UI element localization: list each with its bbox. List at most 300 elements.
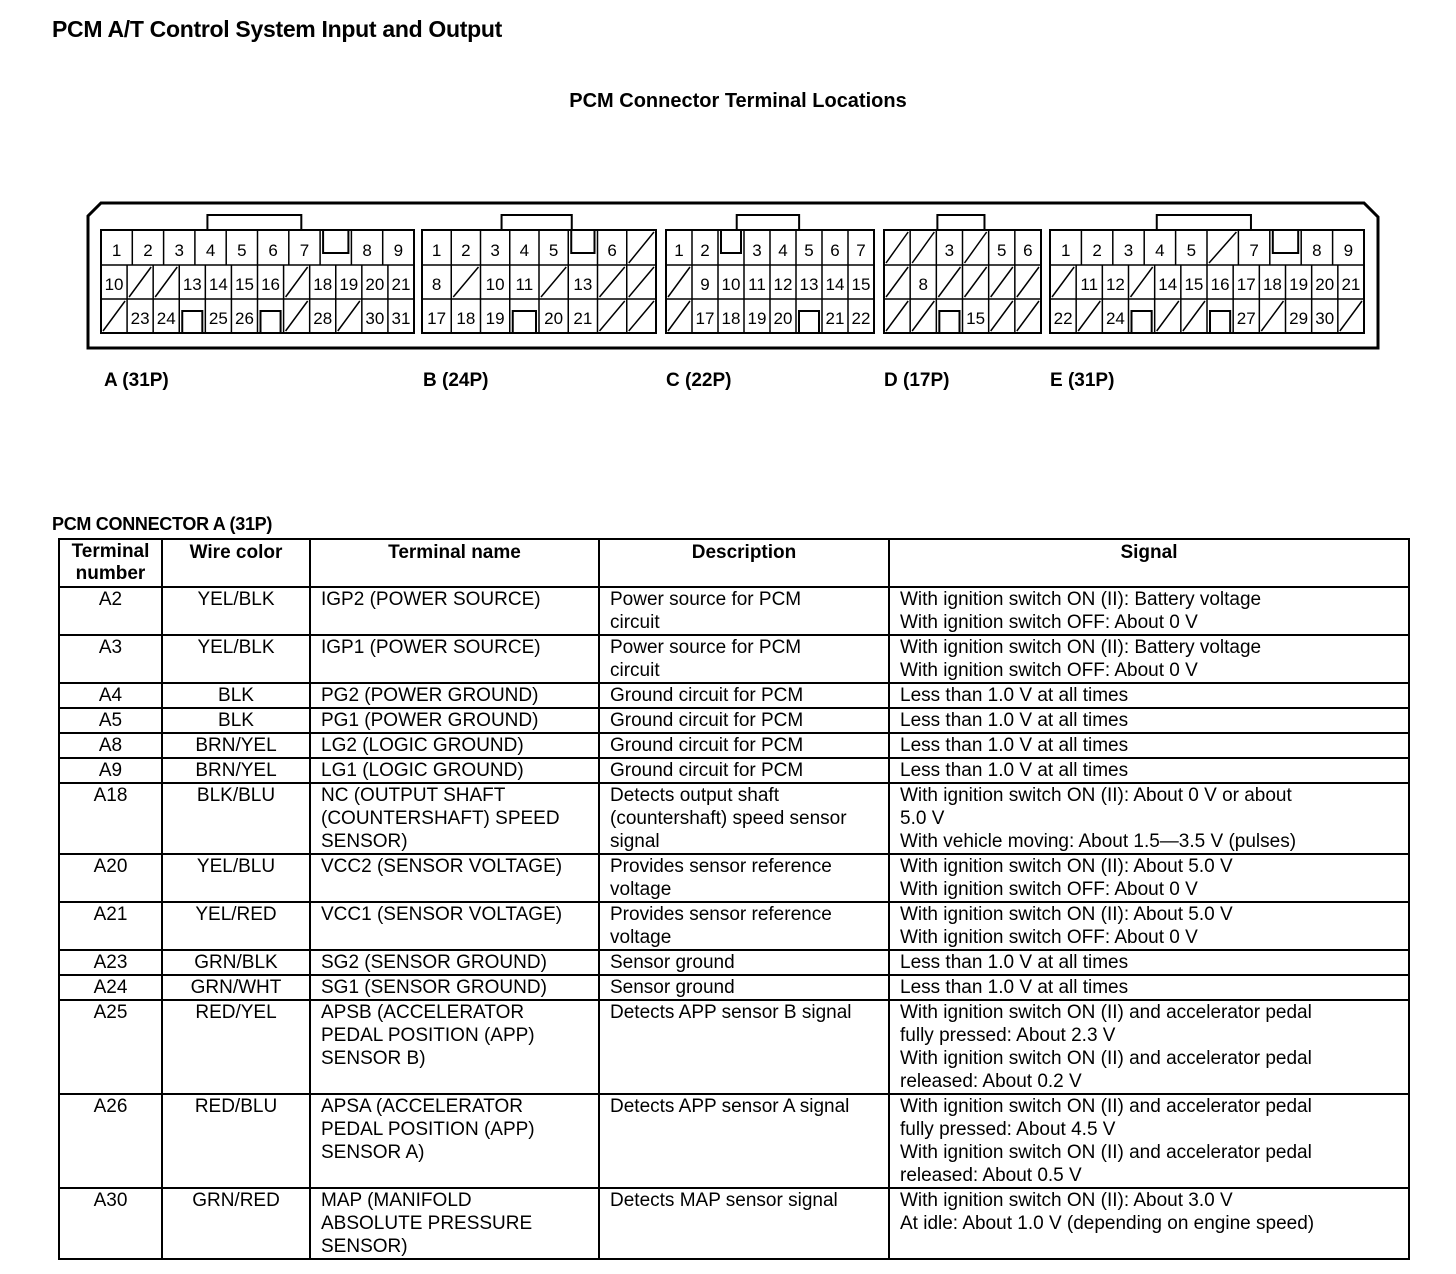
cell-terminal-name-line: VCC1 (SENSOR VOLTAGE): [321, 904, 563, 925]
cell-terminal-name-line: ABSOLUTE PRESSURE: [321, 1213, 533, 1234]
header-terminal-name: Terminal name: [310, 539, 599, 587]
terminal-number: 31: [391, 309, 411, 328]
cell-signal-line: released: About 0.5 V: [900, 1165, 1082, 1186]
cell-description-line: Power source for PCM: [610, 589, 802, 610]
terminal-number: 15: [966, 309, 986, 328]
cell-terminal-name-line: VCC2 (SENSOR VOLTAGE): [321, 856, 563, 877]
cell-signal-line: With ignition switch ON (II) and accelerator pedal: [900, 1142, 1312, 1163]
connector-lock-tab: [737, 215, 799, 230]
terminal-number: 6: [830, 241, 840, 260]
cell-terminal-name-line: APSA (ACCELERATOR: [321, 1096, 524, 1117]
blank-cavity-slash: [600, 301, 625, 331]
key-notch: [571, 230, 594, 253]
section-title: PCM CONNECTOR A (31P): [52, 514, 273, 534]
blank-cavity-slash: [155, 267, 177, 297]
terminal-number: 1: [674, 241, 684, 260]
cell-description-line: circuit: [610, 612, 660, 633]
cell-wire-color-line: BLK/BLU: [196, 785, 276, 806]
terminal-number: 5: [548, 241, 559, 260]
blank-cavity-slash: [1340, 301, 1362, 331]
cell-wire-color-line: GRN/WHT: [190, 977, 282, 998]
cell-terminal-name: [310, 902, 599, 950]
terminal-number: 21: [1341, 275, 1361, 294]
cell-signal: [889, 975, 1409, 1000]
cell-terminal-line: A18: [93, 785, 128, 806]
table-row: [59, 758, 1409, 783]
cell-signal-line: With ignition switch OFF: About 0 V: [900, 660, 1198, 681]
cell-terminal: [59, 975, 162, 1000]
header-wire-color: Wire color: [162, 539, 310, 587]
cell-signal-line: With ignition switch ON (II): About 5.0 V: [900, 856, 1233, 877]
cell-wire-color-line: YEL/RED: [195, 904, 277, 925]
terminal-number: 11: [748, 275, 766, 294]
cell-wire-color: [162, 1188, 310, 1259]
blank-cavity-slash: [1209, 232, 1236, 263]
terminal-number: 19: [1289, 275, 1309, 294]
terminal-number: 15: [851, 275, 871, 294]
terminal-number: 8: [918, 275, 928, 294]
terminal-number: 20: [544, 309, 564, 328]
cell-wire-color: [162, 733, 310, 758]
cell-wire-color-line: BRN/YEL: [195, 735, 277, 756]
cell-description-line: Sensor ground: [610, 952, 735, 973]
cell-terminal: [59, 733, 162, 758]
cell-terminal-name-line: APSB (ACCELERATOR: [321, 1002, 525, 1023]
cell-description-line: voltage: [610, 879, 672, 900]
cell-wire-color: [162, 708, 310, 733]
cell-wire-color-line: RED/YEL: [195, 1002, 277, 1023]
table-row: [59, 733, 1409, 758]
blank-cavity-slash: [629, 301, 654, 331]
terminal-number: 10: [104, 275, 124, 294]
cell-terminal-name: [310, 950, 599, 975]
header-signal: Signal: [889, 539, 1409, 587]
terminal-number: 14: [208, 275, 228, 294]
blank-cavity-slash: [668, 267, 690, 297]
blank-cavity-slash: [1131, 267, 1153, 297]
header-description: Description: [599, 539, 889, 587]
table-header-row: [59, 539, 1409, 587]
cell-description-line: Provides sensor reference: [610, 856, 832, 877]
blank-cavity-slash: [600, 267, 625, 297]
cell-terminal-name-line: SENSOR): [321, 1236, 408, 1257]
terminal-number: 1: [431, 241, 442, 260]
blank-cavity-slash: [129, 267, 151, 297]
cell-description-line: Ground circuit for PCM: [610, 710, 804, 731]
cell-terminal: [59, 783, 162, 854]
cell-signal: [889, 902, 1409, 950]
terminal-number: 10: [485, 275, 505, 294]
cell-signal-line: Less than 1.0 V at all times: [900, 977, 1129, 998]
terminal-number: 18: [313, 275, 333, 294]
terminal-number: 29: [1289, 309, 1309, 328]
terminal-number: 13: [799, 275, 819, 294]
table-row: [59, 1000, 1409, 1094]
cell-signal: [889, 683, 1409, 708]
connector-lock-tab: [1157, 215, 1251, 230]
cell-terminal-name: [310, 708, 599, 733]
terminal-number: 9: [700, 275, 710, 294]
cell-terminal: [59, 1094, 162, 1188]
key-notch: [261, 311, 281, 333]
table-row: [59, 1188, 1409, 1259]
blank-cavity-slash: [286, 301, 308, 331]
terminal-number: 18: [456, 309, 476, 328]
blank-cavity-slash: [991, 301, 1013, 331]
terminal-number: 3: [490, 241, 500, 260]
connector-label-d: D (17P): [884, 370, 950, 391]
cell-description-line: circuit: [610, 660, 660, 681]
terminal-number: 8: [431, 275, 442, 294]
cell-signal: [889, 950, 1409, 975]
terminal-number: 19: [747, 309, 767, 328]
terminal-number: 24: [1105, 309, 1125, 328]
cell-signal: [889, 854, 1409, 902]
terminal-number: 9: [393, 241, 404, 260]
cell-signal-line: Less than 1.0 V at all times: [900, 760, 1129, 781]
cell-terminal-name: [310, 1000, 599, 1094]
cell-wire-color: [162, 1094, 310, 1188]
cell-signal-line: At idle: About 1.0 V (depending on engine speed): [900, 1213, 1315, 1234]
cell-signal: [889, 733, 1409, 758]
terminal-number: 13: [573, 275, 593, 294]
cell-wire-color-line: BRN/YEL: [195, 760, 277, 781]
page-title: PCM A/T Control System Input and Output: [52, 16, 502, 42]
table-row: [59, 854, 1409, 902]
cell-description-line: Detects output shaft: [610, 785, 779, 806]
cell-signal-line: With ignition switch OFF: About 0 V: [900, 879, 1198, 900]
cell-terminal-line: A26: [93, 1096, 128, 1117]
terminal-number: 17: [1236, 275, 1256, 294]
cell-signal-line: With ignition switch ON (II) and accelerator pedal: [900, 1002, 1312, 1023]
cell-signal: [889, 758, 1409, 783]
cell-signal: [889, 708, 1409, 733]
connector-d: [884, 215, 1041, 333]
cell-wire-color-line: YEL/BLK: [197, 637, 275, 658]
cell-signal-line: With ignition switch ON (II): Battery voltage: [900, 589, 1262, 610]
blank-cavity-slash: [629, 232, 654, 263]
terminal-number: 21: [573, 309, 593, 328]
cell-terminal-name-line: IGP2 (POWER SOURCE): [321, 589, 541, 610]
cell-terminal: [59, 635, 162, 683]
cell-wire-color: [162, 902, 310, 950]
cell-terminal: [59, 902, 162, 950]
cell-signal: [889, 587, 1409, 635]
blank-cavity-slash: [1261, 301, 1283, 331]
blank-cavity-slash: [338, 301, 360, 331]
cell-description-line: Detects MAP sensor signal: [610, 1190, 838, 1211]
connector-a: [101, 215, 414, 333]
table-row: [59, 783, 1409, 854]
cell-wire-color: [162, 854, 310, 902]
cell-terminal: [59, 587, 162, 635]
terminal-number: 5: [237, 241, 247, 260]
cell-signal-line: released: About 0.2 V: [900, 1071, 1082, 1092]
cell-signal-line: Less than 1.0 V at all times: [900, 710, 1129, 731]
cell-description: [599, 975, 889, 1000]
cell-signal-line: Less than 1.0 V at all times: [900, 735, 1129, 756]
blank-cavity-slash: [965, 232, 987, 263]
cell-terminal: [59, 1000, 162, 1094]
cell-wire-color-line: GRN/RED: [192, 1190, 280, 1211]
cell-terminal-line: A8: [98, 735, 123, 756]
cell-description-line: Provides sensor reference: [610, 904, 832, 925]
cell-description: [599, 1000, 889, 1094]
cell-signal-line: With ignition switch OFF: About 0 V: [900, 612, 1198, 633]
cell-wire-color: [162, 950, 310, 975]
terminal-number: 20: [773, 309, 793, 328]
terminal-number: 13: [182, 275, 202, 294]
cell-terminal-name-line: IGP1 (POWER SOURCE): [321, 637, 541, 658]
cell-signal-line: With vehicle moving: About 1.5—3.5 V (pulses): [900, 831, 1297, 852]
terminal-number: 26: [234, 309, 254, 328]
terminal-number: 16: [261, 275, 281, 294]
terminal-number: 6: [1023, 241, 1033, 260]
terminal-number: 5: [804, 241, 814, 260]
terminal-number: 3: [174, 241, 184, 260]
cell-terminal-name: [310, 975, 599, 1000]
cell-description-line: Detects APP sensor B signal: [610, 1002, 852, 1023]
cell-terminal-name-line: SG1 (SENSOR GROUND): [321, 977, 547, 998]
key-notch: [1273, 230, 1298, 253]
header-terminal: Terminal number: [59, 539, 162, 587]
cell-terminal-name-line: SENSOR A): [321, 1142, 425, 1163]
blank-cavity-slash: [453, 267, 478, 297]
terminal-number: 3: [752, 241, 762, 260]
cell-wire-color-line: YEL/BLK: [197, 589, 275, 610]
terminal-number: 8: [362, 241, 372, 260]
terminal-number: 3: [944, 241, 955, 260]
cell-signal-line: Less than 1.0 V at all times: [900, 952, 1129, 973]
cell-signal-line: With ignition switch ON (II): About 5.0 V: [900, 904, 1233, 925]
cell-description-line: Sensor ground: [610, 977, 735, 998]
cell-terminal-name: [310, 758, 599, 783]
key-notch: [721, 230, 741, 253]
cell-wire-color: [162, 1000, 310, 1094]
cell-signal-line: fully pressed: About 2.3 V: [900, 1025, 1116, 1046]
terminal-number: 18: [1262, 275, 1282, 294]
blank-cavity-slash: [886, 267, 908, 297]
cell-terminal-name-line: LG1 (LOGIC GROUND): [321, 760, 524, 781]
terminal-number: 15: [1184, 275, 1204, 294]
connector-label-c: C (22P): [666, 370, 732, 391]
cell-terminal-line: A3: [98, 637, 123, 658]
terminal-number: 2: [1092, 241, 1102, 260]
terminal-number: 20: [365, 275, 385, 294]
terminal-number: 2: [461, 241, 471, 260]
cell-description-line: Ground circuit for PCM: [610, 760, 804, 781]
cell-terminal-line: A9: [98, 760, 123, 781]
cell-terminal-line: A24: [93, 977, 128, 998]
cell-description: [599, 758, 889, 783]
table-row: [59, 635, 1409, 683]
terminal-number: 30: [365, 309, 385, 328]
cell-terminal-name-line: PEDAL POSITION (APP): [321, 1025, 535, 1046]
cell-terminal-name-line: PG1 (POWER GROUND): [321, 710, 539, 731]
diagram-title: PCM Connector Terminal Locations: [569, 90, 907, 112]
cell-wire-color: [162, 635, 310, 683]
cell-signal-line: With ignition switch ON (II) and accelerator pedal: [900, 1048, 1312, 1069]
cell-terminal: [59, 758, 162, 783]
cell-terminal: [59, 708, 162, 733]
terminal-number: 16: [1210, 275, 1230, 294]
terminal-number: 20: [1315, 275, 1335, 294]
key-notch: [799, 311, 819, 333]
cell-terminal-name: [310, 587, 599, 635]
table-row: [59, 950, 1409, 975]
terminal-number: 23: [130, 309, 150, 328]
cell-signal-line: 5.0 V: [900, 808, 945, 829]
terminal-number: 28: [313, 309, 333, 328]
cell-wire-color-line: BLK: [218, 685, 254, 706]
cell-signal: [889, 635, 1409, 683]
cell-signal: [889, 1094, 1409, 1188]
connector-lock-tab: [502, 215, 572, 230]
terminal-number: 14: [1158, 275, 1178, 294]
cell-signal-line: With ignition switch ON (II): Battery voltage: [900, 637, 1262, 658]
cell-wire-color: [162, 758, 310, 783]
terminal-number: 24: [156, 309, 176, 328]
cell-description-line: Power source for PCM: [610, 637, 802, 658]
cell-description-line: Detects APP sensor A signal: [610, 1096, 850, 1117]
cell-terminal-line: A4: [98, 685, 123, 706]
key-notch: [323, 230, 348, 253]
cell-description: [599, 733, 889, 758]
terminal-number: 21: [825, 309, 845, 328]
connector-label-a: A (31P): [104, 370, 169, 391]
terminal-number: 6: [607, 241, 617, 260]
blank-cavity-slash: [965, 267, 987, 297]
terminal-number: 4: [205, 241, 216, 260]
pinout-table: [58, 538, 1410, 1260]
terminal-number: 15: [234, 275, 254, 294]
blank-cavity-slash: [912, 232, 934, 263]
cell-signal-line: With ignition switch ON (II): About 3.0 V: [900, 1190, 1233, 1211]
key-notch: [1132, 311, 1152, 333]
cell-terminal: [59, 1188, 162, 1259]
cell-wire-color: [162, 683, 310, 708]
terminal-number: 4: [1155, 241, 1165, 260]
key-notch: [939, 311, 959, 333]
terminal-number: 21: [391, 275, 411, 294]
terminal-number: 14: [825, 275, 845, 294]
terminal-number: 11: [515, 275, 534, 294]
terminal-number: 4: [778, 241, 788, 260]
terminal-number: 22: [851, 309, 871, 328]
cell-signal: [889, 1188, 1409, 1259]
cell-terminal-name: [310, 733, 599, 758]
cell-terminal-name-line: SENSOR): [321, 831, 408, 852]
cell-terminal: [59, 950, 162, 975]
table-row: [59, 683, 1409, 708]
cell-terminal-line: A30: [93, 1190, 128, 1211]
cell-terminal: [59, 854, 162, 902]
cell-signal: [889, 1000, 1409, 1094]
cell-signal: [889, 783, 1409, 854]
terminal-number: 12: [1105, 275, 1125, 294]
cell-terminal-name-line: SENSOR B): [321, 1048, 426, 1069]
cell-terminal-name-line: MAP (MANIFOLD: [321, 1190, 472, 1211]
cell-terminal-name: [310, 635, 599, 683]
cell-terminal-line: A5: [98, 710, 123, 731]
blank-cavity-slash: [991, 267, 1013, 297]
cell-signal-line: With ignition switch OFF: About 0 V: [900, 927, 1198, 948]
terminal-number: 5: [997, 241, 1007, 260]
terminal-number: 25: [208, 309, 228, 328]
cell-terminal-name: [310, 1188, 599, 1259]
terminal-number: 7: [1249, 241, 1259, 260]
cell-signal-line: Less than 1.0 V at all times: [900, 685, 1129, 706]
cell-terminal-name: [310, 854, 599, 902]
cell-description: [599, 1188, 889, 1259]
cell-signal-line: fully pressed: About 4.5 V: [900, 1119, 1116, 1140]
cell-wire-color-line: BLK: [218, 710, 254, 731]
cell-wire-color: [162, 587, 310, 635]
terminal-number: 19: [485, 309, 505, 328]
table-row: [59, 975, 1409, 1000]
key-notch: [1210, 311, 1230, 333]
cell-wire-color-line: YEL/BLU: [196, 856, 276, 877]
blank-cavity-slash: [286, 267, 308, 297]
cell-wire-color: [162, 975, 310, 1000]
terminal-number: 5: [1186, 241, 1197, 260]
cell-description: [599, 783, 889, 854]
blank-cavity-slash: [886, 232, 908, 263]
connector-c: [666, 215, 874, 333]
cell-terminal: [59, 683, 162, 708]
cell-description: [599, 635, 889, 683]
cell-terminal-line: A20: [93, 856, 128, 877]
terminal-number: 18: [721, 309, 741, 328]
connector-e: [1050, 215, 1364, 333]
table-row: [59, 902, 1409, 950]
cell-description-line: (countershaft) speed sensor: [610, 808, 847, 829]
blank-cavity-slash: [629, 267, 654, 297]
terminal-number: 8: [1312, 241, 1322, 260]
blank-cavity-slash: [886, 301, 908, 331]
cell-terminal-line: A25: [93, 1002, 128, 1023]
blank-cavity-slash: [1157, 301, 1179, 331]
terminal-number: 12: [773, 275, 793, 294]
cell-terminal-name-line: LG2 (LOGIC GROUND): [321, 735, 524, 756]
cell-terminal-name-line: (COUNTERSHAFT) SPEED: [321, 808, 560, 829]
cell-description: [599, 902, 889, 950]
terminal-number: 9: [1343, 241, 1354, 260]
cell-terminal-name-line: SG2 (SENSOR GROUND): [321, 952, 547, 973]
table-row: [59, 587, 1409, 635]
cell-description: [599, 708, 889, 733]
cell-description: [599, 683, 889, 708]
terminal-number: 17: [427, 309, 447, 328]
cell-terminal-name-line: NC (OUTPUT SHAFT: [321, 785, 506, 806]
cell-signal-line: With ignition switch ON (II): About 0 V or about: [900, 785, 1292, 806]
blank-cavity-slash: [1052, 267, 1074, 297]
blank-cavity-slash: [1017, 267, 1039, 297]
terminal-number: 6: [268, 241, 278, 260]
terminal-number: 2: [700, 241, 710, 260]
cell-terminal-name: [310, 783, 599, 854]
blank-cavity-slash: [103, 301, 125, 331]
blank-cavity-slash: [541, 267, 566, 297]
terminal-number: 1: [111, 241, 122, 260]
blank-cavity-slash: [1078, 301, 1100, 331]
cell-terminal-line: A21: [93, 904, 128, 925]
terminal-number: 17: [695, 309, 715, 328]
blank-cavity-slash: [1183, 301, 1205, 331]
cell-description-line: Ground circuit for PCM: [610, 685, 804, 706]
cell-description: [599, 587, 889, 635]
connector-label-e: E (31P): [1050, 370, 1115, 391]
